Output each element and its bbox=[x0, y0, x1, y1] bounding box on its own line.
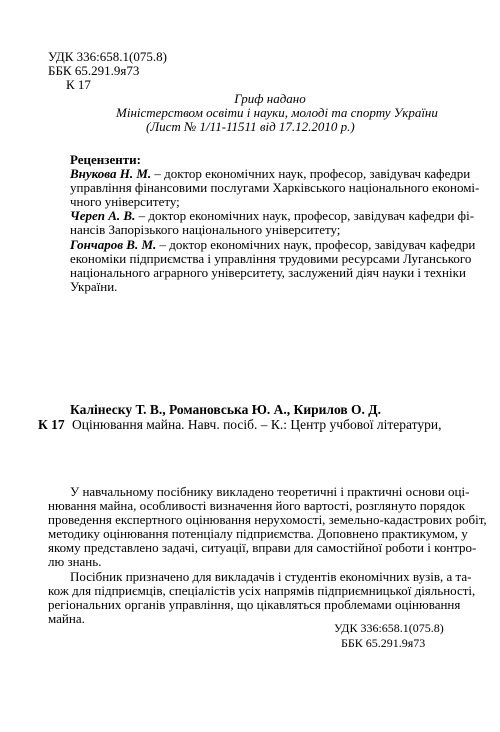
bbk-code: ББК 65.291.9я73 bbox=[48, 63, 140, 78]
catalog-authors: Калінеску Т. В., Романовська Ю. А., Кирилов О. Д. bbox=[70, 402, 381, 417]
abstract-p1-line-5: якому представлено задачі, ситуації, вправи для самостійної роботи і контро- bbox=[48, 540, 477, 555]
catalog-code: К 17 bbox=[38, 417, 65, 432]
reviewer-2-name: Череп А. В. bbox=[70, 208, 136, 223]
abstract-p2-line-4: майна. bbox=[48, 611, 85, 626]
reviewer-3-name: Гончаров В. М. bbox=[70, 237, 157, 252]
catalog-title: Оцінювання майна. Навч. посіб. – К.: Центр учбової літератури, bbox=[72, 417, 442, 432]
reviewer-2-line-2: нансів Запорізького національного університету; bbox=[70, 222, 341, 237]
reviewer-3-line-4: України. bbox=[70, 279, 118, 294]
abstract-p1-line-4: методику оцінювання потенціалу підприємства. Доповнено практикумом, у bbox=[48, 526, 468, 541]
reviewer-3-line-1 bbox=[70, 238, 475, 252]
reviewer-3-line-2: економіки підприємства і управління трудовими ресурсами Луганського bbox=[70, 251, 472, 266]
reviewer-1-name: Внукова Н. М. bbox=[70, 166, 152, 181]
reviewer-1-line-2: управління фінансовими послугами Харківського національного економі- bbox=[70, 180, 480, 195]
author-sign: К 17 bbox=[66, 77, 91, 92]
abstract-p2-line-2: кож для підприємців, спеціалістів усіх напрямів підприємницької діяльності, bbox=[48, 583, 476, 598]
grif-line-3: (Лист № 1/11-11511 від 17.12.2010 р.) bbox=[146, 119, 355, 134]
abstract-p2-line-1: Посібник призначено для викладачів і студентів економічних вузів, а та- bbox=[70, 569, 472, 584]
reviewer-1-text: – доктор економічних наук, професор, завідувач кафедри bbox=[151, 166, 471, 181]
abstract-p1-line-1: У навчальному посібнику викладено теоретичні і практичні основи оці- bbox=[70, 484, 470, 499]
catalog-entry bbox=[38, 418, 441, 432]
footer-bbk-code: ББК 65.291.9я73 bbox=[341, 636, 426, 650]
reviewer-3-line-3: національного аграрного університету, заслужений діяч науки і техніки bbox=[70, 265, 466, 280]
udk-code: УДК 336:658.1(075.8) bbox=[48, 49, 167, 64]
reviewer-3-text: – доктор економічних наук, професор, завідувач кафедри bbox=[156, 237, 476, 252]
abstract-p1-line-2: нювання майна, особливості визначення його вартості, розглянуто порядок bbox=[48, 498, 466, 513]
reviewer-1-line-3: чного університету; bbox=[70, 194, 180, 209]
reviewer-1-line-1 bbox=[70, 167, 470, 181]
abstract-p1-line-6: лю знань. bbox=[48, 554, 102, 569]
grif-line-2: Міністерством освіти і науки, молоді та спорту України bbox=[116, 105, 438, 120]
reviewers-title: Рецензенти: bbox=[70, 152, 141, 167]
grif-line-1: Гриф надано bbox=[234, 91, 306, 106]
abstract-p2-line-3: регіональних органів управління, що цікавляться проблемами оцінювання bbox=[48, 597, 461, 612]
reviewer-2-line-1 bbox=[70, 209, 474, 223]
reviewer-2-text: – доктор економічних наук, професор, завідувач кафедри фі- bbox=[135, 208, 475, 223]
footer-udk-code: УДК 336:658.1(075.8) bbox=[334, 621, 444, 635]
abstract-p1-line-3: проведення експертного оцінювання нерухомості, земельно-кадастрових робіт, bbox=[48, 512, 487, 527]
